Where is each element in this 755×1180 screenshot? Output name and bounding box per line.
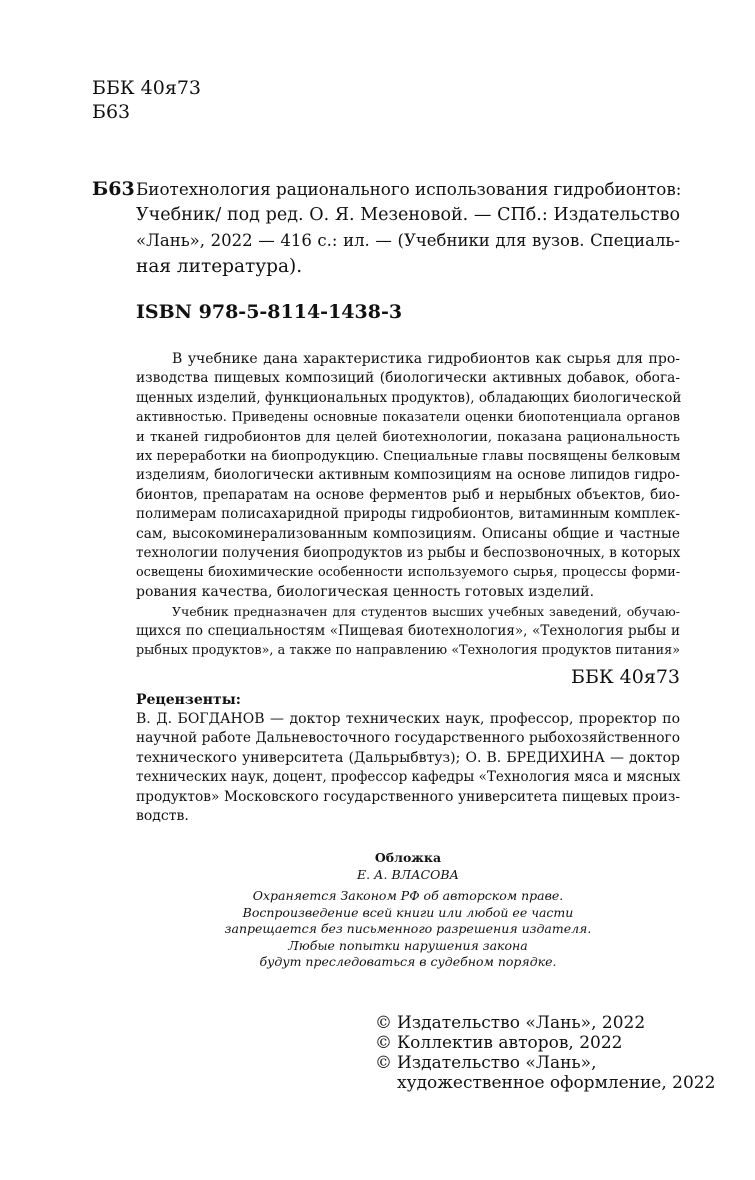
annotation-line: щихся по специальностям «Пищевая биотехнология», «Технология рыбы и <box>136 622 680 639</box>
annotation-line: активностью. Приведены основные показатели оценки биопотенциала органов <box>136 410 680 426</box>
copyright-row <box>375 1013 715 1033</box>
biblio-line: ная литература). <box>136 256 303 277</box>
bibliographic-record <box>136 176 680 280</box>
cover-designer: Е. А. ВЛАСОВА <box>356 866 460 882</box>
copyright-icon: © <box>375 1013 392 1033</box>
isbn: ISBN 978-5-8114-1438-3 <box>136 301 403 323</box>
reviewers-line: технических наук, доцент, профессор кафедры «Технология мяса и мясных <box>136 769 681 786</box>
bbk-header <box>92 76 201 124</box>
reviewers-line: научной работе Дальневосточного государственного рыбохозяйственного <box>136 730 680 747</box>
annotation-line: Учебник предназначен для студентов высших учебных заведений, обучаю- <box>172 604 680 620</box>
annotation-line: полимерам полисахаридной природы гидробионтов, витаминным комплек- <box>136 506 680 523</box>
annotation-line: В учебнике дана характеристика гидробионтов как сырья для про- <box>172 351 680 367</box>
copyright-icon: © <box>375 1033 392 1053</box>
biblio-line: Биотехнология рационального использования гидробионтов: <box>136 179 682 199</box>
cover-label: Обложка <box>374 850 442 865</box>
copyright-text: Коллектив авторов, 2022 <box>397 1033 623 1053</box>
reviewers-line: В. Д. БОГДАНОВ — доктор технических наук, профессор, проректор по <box>136 711 680 727</box>
annotation-line: их переработки на биопродукцию. Специальные главы посвящены белковым <box>136 449 681 465</box>
annotation-line: изделиям, биологически активным композициям на основе липидов гидро- <box>136 467 680 484</box>
biblio-line: «Лань», 2022 — 416 с.: ил. — (Учебники для вузов. Специаль- <box>136 231 680 250</box>
copyright-text: художественное оформление, 2022 <box>397 1073 716 1093</box>
annotation-line: рования качества, биологическая ценность готовых изделий. <box>136 583 595 600</box>
copyright-notice-line: Охраняется Законом РФ об авторском праве. <box>252 888 564 903</box>
reviewers-heading: Рецензенты: <box>136 692 241 708</box>
copyright-notice-line: будут преследоваться в судебном порядке. <box>259 954 557 969</box>
annotation-line: щенных изделий, функциональных продуктов), обладающих биологической <box>136 389 682 406</box>
author-mark: Б63 <box>92 178 135 200</box>
annotation-line: изводства пищевых композиций (биологически активных добавок, обога- <box>136 370 680 387</box>
copyright-text: Издательство «Лань», 2022 <box>397 1013 646 1033</box>
annotation-line: технологии получения биопродуктов из рыбы и беспозвоночных, в которых <box>136 545 681 562</box>
copyright-row <box>375 1073 715 1093</box>
copyright-notice-line: Воспроизведение всей книги или любой ее части <box>242 904 574 920</box>
annotation-line: освещены биохимические особенности используемого сырья, процессы форми- <box>136 565 680 581</box>
annotation-line: и тканей гидробионтов для целей биотехнологии, показана рациональность <box>136 429 680 445</box>
reviewers-line: продуктов» Московского государственного университета пищевых произ- <box>136 788 680 805</box>
copyright-text: Издательство «Лань», <box>397 1053 597 1073</box>
copyright-row <box>375 1053 715 1073</box>
copyright-notice-line: Любые попытки нарушения закона <box>288 937 528 953</box>
copyright-row <box>375 1033 715 1053</box>
reviewers-line: технического университета (Дальрыбвтуз); О. В. БРЕДИХИНА — доктор <box>136 749 680 766</box>
bbk-code-repeat: ББК 40я73 <box>570 666 680 688</box>
annotation <box>136 350 680 661</box>
annotation-line: бионтов, препаратам на основе ферментов рыб и нерыбных объектов, био- <box>136 486 680 503</box>
reviewers-line: водств. <box>136 808 189 825</box>
copyright-icon: © <box>375 1053 392 1073</box>
bbk-code: ББК 40я73 <box>92 77 202 99</box>
author-code: Б63 <box>92 101 131 123</box>
biblio-line: Учебник/ под ред. О. Я. Мезеновой. — СПб.: Издательство <box>136 205 680 225</box>
copyright-notice-line: запрещается без письменного разрешения издателя. <box>224 921 592 936</box>
cover-credit <box>136 850 680 971</box>
annotation-line: рыбных продуктов», а также по направлению «Технология продуктов питания» <box>136 643 680 659</box>
copyright-block <box>375 1013 715 1093</box>
annotation-line: сам, высокоминерализованным композициям. Описаны общие и частные <box>136 525 680 542</box>
reviewers-text <box>136 710 680 826</box>
